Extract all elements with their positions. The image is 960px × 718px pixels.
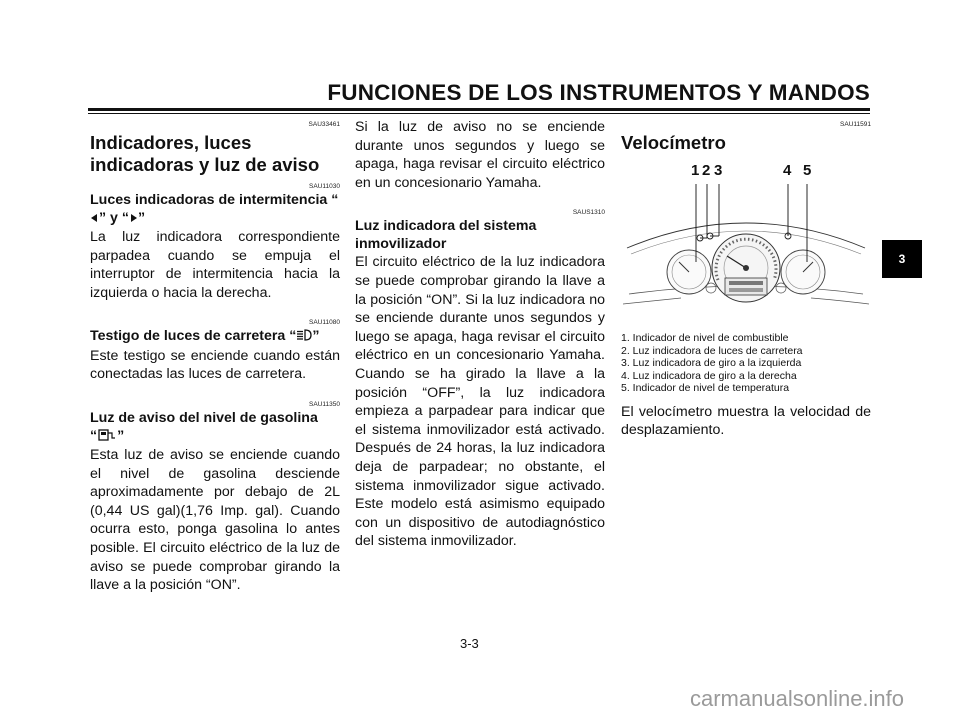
caption-item: 2. Luz indicadora de luces de carretera [621,344,803,357]
watermark: carmanualsonline.info [690,686,905,711]
chapter-tab: 3 [882,240,922,278]
speedometer-text: El velocímetro muestra la velocidad de desplazamiento. [621,403,871,439]
section-title: Indicadores, luces indicadoras y luz de aviso [90,132,320,175]
ref-code: SAU11350 [309,401,340,409]
speedometer-figure [621,162,871,324]
fuel-warning-heading: Luz de aviso del nivel de gasolina [90,410,318,427]
page-number: 3-3 [460,636,479,651]
column-3 [621,118,871,440]
immobilizer-text: El circuito eléctrico de la luz indicadora se puede comprobar girando la llave a la posición “ON”. Si la luz indicadora no se enciende durante unos segundos y luego se apaga, haga revisar el circuito eléctrico en un concesionario Yamaha. Cuando se ha girado la llave a la posición “OFF”, la luz indicadora empieza a parpadear para indicar que el sistema inmovilizador está activado. Después de 24 horas, la luz indicadora deja de parpadear; no obstante, el sistema inmovilizador sigue activado. Este modelo está asimismo equipado con un dispositivo de autodiagnóstico del sistema inmovilizador. [355,254,605,550]
column-2 [355,118,605,551]
caption-item: 5. Indicador de nivel de temperatura [621,382,790,394]
fuel-pump-icon [97,429,117,447]
ref-code: SAU33461 [308,121,340,128]
ref-code: SAU11591 [840,121,871,128]
fuel-warning-text: Esta luz de aviso se enciende cuando el nivel de gasolina desciende aproximadamente por debajo de 2L (0,44 US gal)(1,76 Imp. gal). Cuando ocurra esto, ponga gasolina lo antes posible. El circuito eléctrico de la luz de aviso se puede comprobar girando la llave a la posición “ON”. [90,447,340,594]
column-1 [90,118,340,595]
fuel-warning-heading-icon-line: “ ” [90,428,340,447]
caption-item: 3. Luz indicadora de giro a la izquierda [621,357,802,369]
speedometer-title: Velocímetro [621,132,726,153]
instrument-panel-drawing [621,162,871,324]
callout-4: 4 [783,162,792,179]
callout-2: 2 [702,162,711,179]
header-title: FUNCIONES DE LOS INSTRUMENTOS Y MANDOS [327,80,870,105]
left-arrow-icon [90,211,99,229]
header-rule [88,108,870,111]
ref-code: SAUS1310 [572,209,605,217]
caption-item: 1. Indicador de nivel de combustible [621,332,789,344]
callout-3: 3 [714,162,723,179]
caption-item: 4. Luz indicadora de giro a la derecha [621,369,797,382]
ref-code: SAU11030 [309,183,340,190]
header-rule-thin [88,113,870,114]
right-arrow-icon [129,211,138,229]
turn-signal-heading: Luces indicadoras de intermitencia “” y “ ” [90,192,340,228]
figure-captions [621,332,871,395]
callout-5: 5 [803,162,812,179]
high-beam-heading: Testigo de luces de carretera “ ” [90,328,340,347]
high-beam-icon [296,329,312,347]
callout-1: 1 [691,162,700,179]
ref-code: SAU11080 [309,319,340,327]
high-beam-text: Este testigo se enciende cuando están conectadas las luces de carretera. [90,347,340,383]
fuel-warning-text-cont: Si la luz de aviso no se enciende durante unos segundos y luego se apaga, haga revisar el circuito eléctrico en un concesionario Yamaha. [355,119,605,191]
immobilizer-heading: Luz indicadora del sistema inmovilizador [355,218,537,252]
turn-signal-text: La luz indicadora correspondiente parpadea cuando se empuja el interruptor de intermitencia hacia la izquierda o hacia la derecha. [90,229,340,301]
